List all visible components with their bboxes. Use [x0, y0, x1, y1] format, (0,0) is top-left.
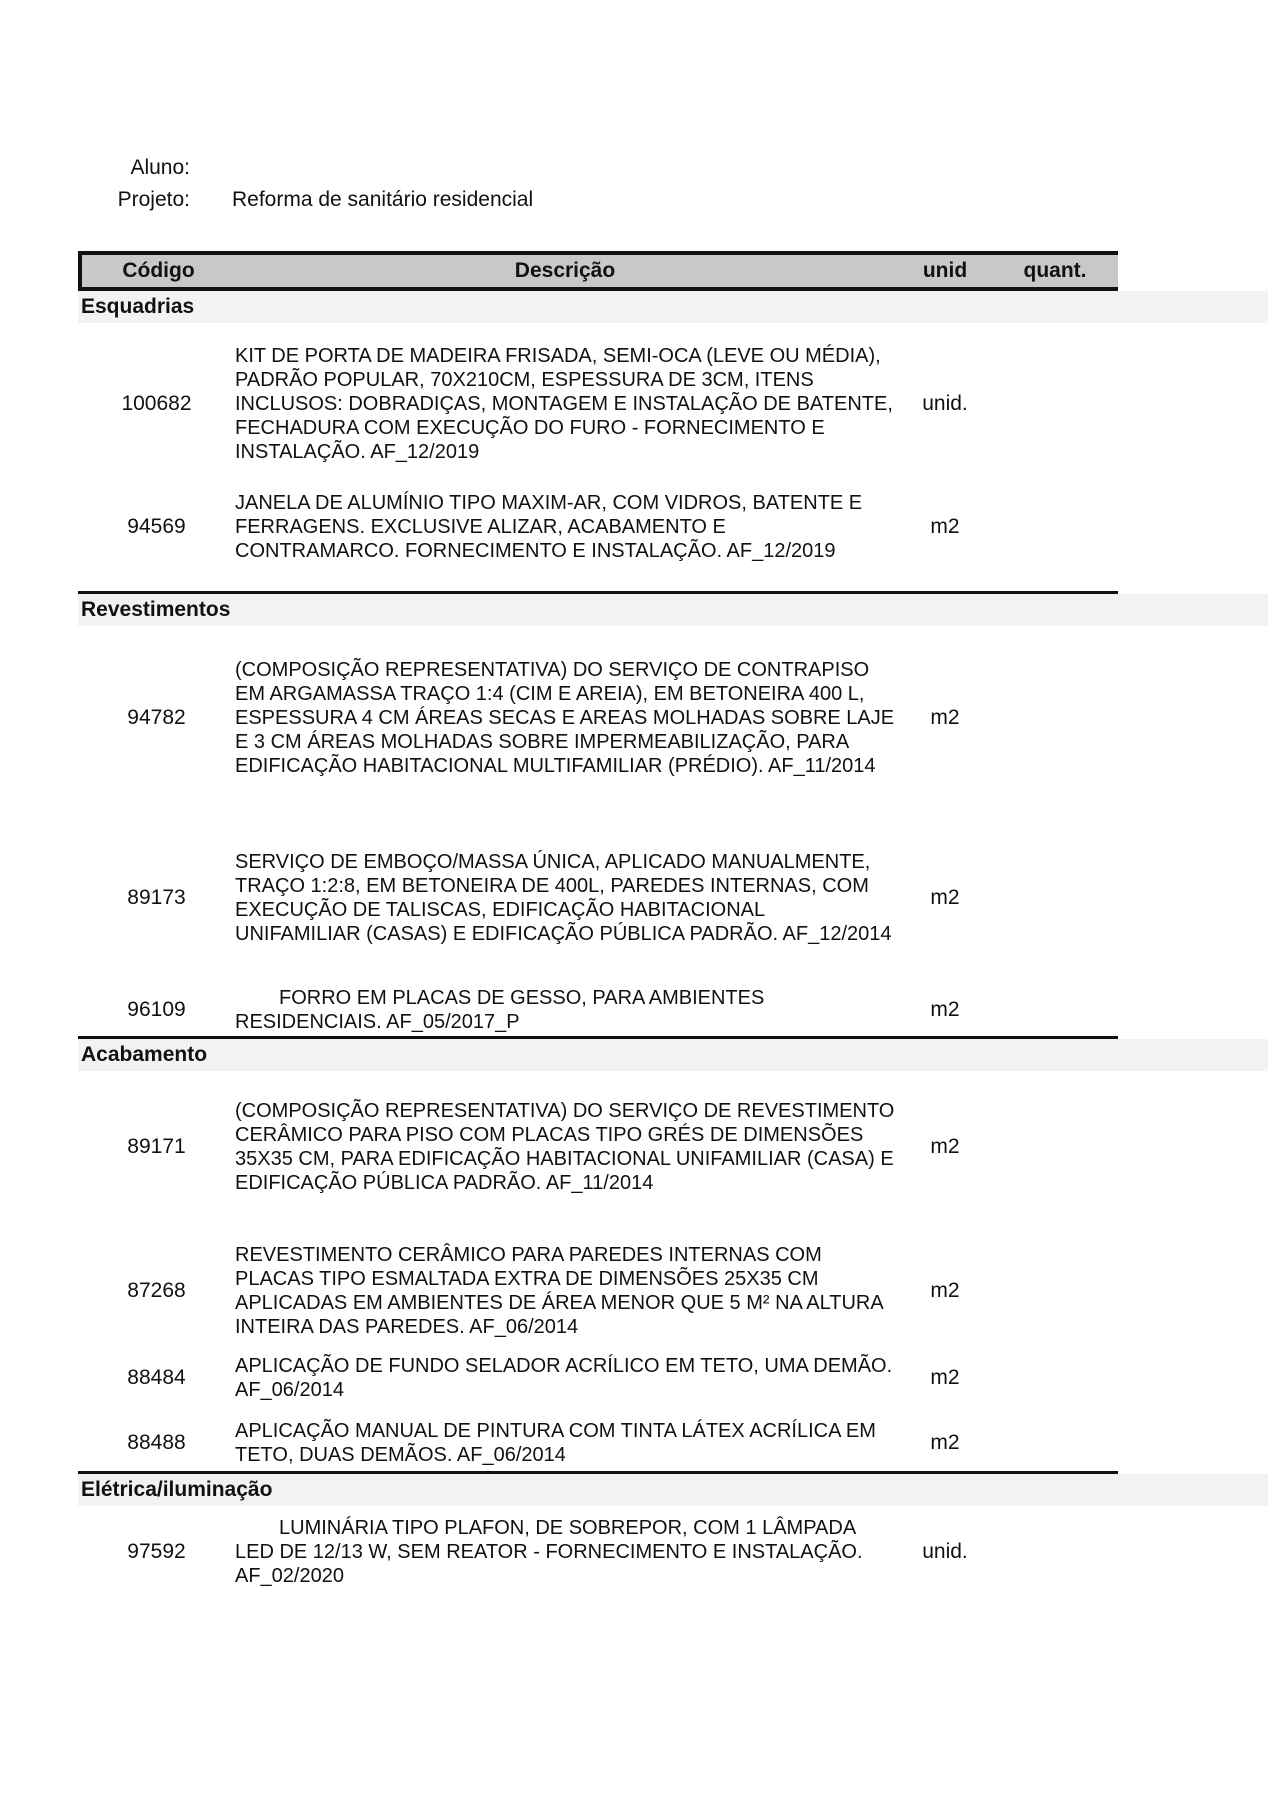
student-row [78, 152, 678, 184]
item-description: JANELA DE ALUMÍNIO TIPO MAXIM-AR, COM VIDROS, BATENTE E FERRAGENS. EXCLUSIVE ALIZAR, ACABAMENTO E CONTRAMARCO. FORNECIMENTO E INSTALAÇÃO. AF_12/2019 [235, 492, 863, 562]
item-unit: m2 [930, 998, 960, 1021]
item-code: 87268 [127, 1279, 186, 1302]
item-description: KIT DE PORTA DE MADEIRA FRISADA, SEMI-OCA (LEVE OU MÉDIA), PADRÃO POPULAR, 70X210CM, ESPESSURA DE 3CM, ITENS INCLUSOS: DOBRADIÇAS, MONTAGEM E INSTALAÇÃO DE BATENTE, FECHADURA COM EXECUÇÃO DO FURO - FORNECIMENTO E INSTALAÇÃO. AF_12/2019 [235, 345, 893, 463]
header-code: Código [122, 259, 195, 282]
item-unit: m2 [930, 1366, 960, 1389]
item-code: 88484 [127, 1366, 186, 1389]
item-description: (COMPOSIÇÃO REPRESENTATIVA) DO SERVIÇO DE CONTRAPISO EM ARGAMASSA TRAÇO 1:4 (CIM E AREIA), EM BETONEIRA 400 L, ESPESSURA 4 CM ÁREAS SECAS E AREAS MOLHADAS SOBRE LAJE E 3 CM ÁREAS MOLHADAS SOBRE IMPERMEABILIZAÇÃO, PARA EDIFICAÇÃO HABITACIONAL MULTIFAMILIAR (PRÉDIO). AF_11/2014 [235, 659, 895, 777]
header-unit: unid [922, 259, 968, 282]
table-row [78, 646, 1268, 790]
item-unit: m2 [930, 886, 960, 909]
student-label: Aluno: [130, 156, 190, 179]
item-unit: m2 [930, 515, 960, 538]
item-description: LUMINÁRIA TIPO PLAFON, DE SOBREPOR, COM 1 LÂMPADA LED DE 12/13 W, SEM REATOR - FORNECIMENTO E INSTALAÇÃO. AF_02/2020 [235, 1517, 863, 1587]
section-acabamento: Acabamento [78, 1039, 1268, 1071]
item-description: FORRO EM PLACAS DE GESSO, PARA AMBIENTES RESIDENCIAIS. AF_05/2017_P [235, 987, 765, 1033]
item-code: 96109 [127, 998, 186, 1021]
table-row [78, 345, 1268, 463]
table-header [78, 251, 1118, 291]
table-row [78, 491, 1268, 563]
header-quantity: quant. [1023, 259, 1087, 282]
item-code: 89173 [127, 886, 186, 909]
table-row [78, 850, 1268, 946]
item-description: (COMPOSIÇÃO REPRESENTATIVA) DO SERVIÇO DE REVESTIMENTO CERÂMICO PARA PISO COM PLACAS TIPO GRÉS DE DIMENSÕES 35X35 CM, PARA EDIFICAÇÃO HABITACIONAL UNIFAMILIAR (CASA) E EDIFICAÇÃO PÚBLICA PADRÃO. AF_11/2014 [235, 1100, 895, 1194]
section-eletrica-iluminacao: Elétrica/iluminação [78, 1474, 1268, 1506]
item-code: 94569 [127, 515, 186, 538]
project-row [78, 184, 678, 216]
header-description: Descrição [514, 259, 616, 282]
table-row [78, 1516, 1268, 1588]
document-metadata [78, 152, 678, 216]
table-row [78, 1419, 1268, 1467]
item-unit: m2 [930, 706, 960, 729]
item-code: 94782 [127, 706, 186, 729]
budget-table [78, 251, 1268, 1588]
item-description: APLICAÇÃO DE FUNDO SELADOR ACRÍLICO EM TETO, UMA DEMÃO. AF_06/2014 [235, 1355, 893, 1401]
item-unit: m2 [930, 1431, 960, 1454]
project-label: Projeto: [117, 188, 190, 211]
section-revestimentos: Revestimentos [78, 594, 1268, 626]
item-description: REVESTIMENTO CERÂMICO PARA PAREDES INTERNAS COM PLACAS TIPO ESMALTADA EXTRA DE DIMENSÕES 25X35 CM APLICADAS EM AMBIENTES DE ÁREA MENOR QUE 5 M² NA ALTURA INTEIRA DAS PAREDES. AF_06/2014 [235, 1244, 883, 1338]
item-unit: m2 [930, 1135, 960, 1158]
project-value: Reforma de sanitário residencial [232, 188, 534, 211]
table-row [78, 1099, 1268, 1195]
table-row [78, 986, 1268, 1034]
item-unit: unid. [922, 392, 968, 415]
item-code: 97592 [127, 1540, 186, 1563]
item-code: 88488 [127, 1431, 186, 1454]
item-unit: unid. [922, 1540, 968, 1563]
item-code: 100682 [121, 392, 192, 415]
item-description: APLICAÇÃO MANUAL DE PINTURA COM TINTA LÁTEX ACRÍLICA EM TETO, DUAS DEMÃOS. AF_06/2014 [235, 1420, 876, 1466]
table-row [78, 1243, 1268, 1339]
table-row [78, 1353, 1268, 1403]
item-unit: m2 [930, 1279, 960, 1302]
item-code: 89171 [127, 1135, 186, 1158]
section-esquadrias: Esquadrias [78, 291, 1268, 323]
item-description: SERVIÇO DE EMBOÇO/MASSA ÚNICA, APLICADO MANUALMENTE, TRAÇO 1:2:8, EM BETONEIRA DE 400L, PAREDES INTERNAS, COM EXECUÇÃO DE TALISCAS, EDIFICAÇÃO HABITACIONAL UNIFAMILIAR (CASAS) E EDIFICAÇÃO PÚBLICA PADRÃO. AF_12/2014 [235, 851, 892, 945]
